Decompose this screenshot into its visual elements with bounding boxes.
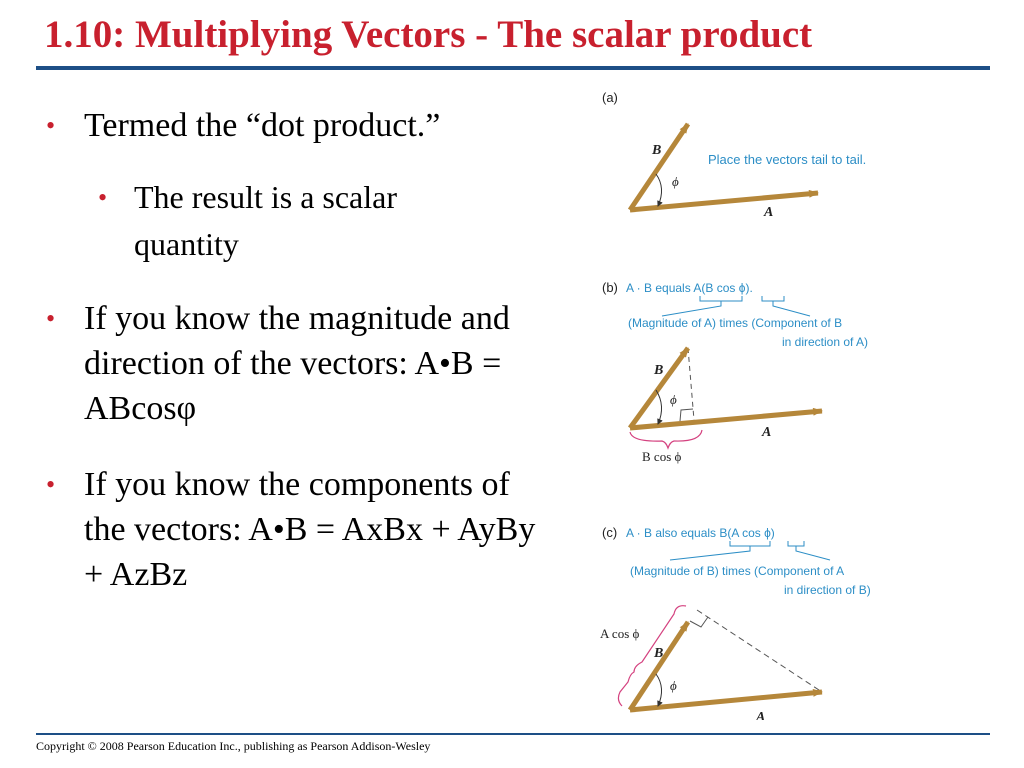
angle-phi-label: ϕ bbox=[670, 678, 677, 693]
title-rule bbox=[36, 66, 990, 70]
b-cos-phi-label: B cos ϕ bbox=[642, 449, 682, 464]
panel-c-note-right: in direction of B) bbox=[784, 583, 871, 597]
bullet-text: The result is a scalar quantity bbox=[134, 179, 397, 262]
vector-b-label: B bbox=[652, 143, 662, 158]
b-cos-phi-brace bbox=[630, 430, 702, 448]
right-angle-mark bbox=[680, 409, 693, 421]
tail-to-tail-note: Place the vectors tail to tail. bbox=[708, 152, 867, 167]
a-cos-phi-label: A cos ϕ bbox=[600, 626, 640, 641]
vector-a-label: A bbox=[762, 425, 772, 440]
bullet-marker: • bbox=[46, 111, 56, 140]
vector-a-arrow bbox=[630, 193, 818, 210]
bullet-marker: • bbox=[46, 304, 56, 333]
annotation-bracket bbox=[670, 541, 770, 560]
bullet-dot-product bbox=[46, 103, 554, 148]
bullet-marker: • bbox=[46, 470, 56, 499]
vector-b-label: B bbox=[654, 363, 664, 378]
copyright-footer: Copyright © 2008 Pearson Education Inc., publishing as Pearson Addison-Wesley bbox=[36, 739, 431, 753]
projection-line bbox=[697, 610, 822, 692]
vector-b-label: B bbox=[654, 646, 664, 661]
panel-b bbox=[602, 280, 868, 464]
annotation-bracket bbox=[788, 541, 830, 560]
angle-arc bbox=[656, 674, 662, 706]
panel-b-label: (b) bbox=[602, 280, 618, 295]
scalar-product-figure bbox=[590, 80, 920, 720]
bullet-magnitude-direction bbox=[46, 296, 554, 431]
angle-phi-label: ϕ bbox=[670, 392, 677, 407]
annotation-bracket bbox=[662, 296, 742, 316]
vector-a-label: A bbox=[764, 205, 774, 220]
slide-title: 1.10: Multiplying Vectors - The scalar product bbox=[44, 13, 813, 56]
vector-b-arrow bbox=[630, 348, 688, 428]
bullet-text: If you know the magnitude and direction of the vectors: A•B = ABcosφ bbox=[84, 300, 510, 427]
sub-bullet-scalar-result bbox=[98, 174, 494, 268]
vector-a-label: A bbox=[756, 710, 766, 720]
panel-c-label: (c) bbox=[602, 525, 618, 540]
panel-a bbox=[602, 90, 866, 220]
vector-a-arrow bbox=[630, 411, 822, 428]
panel-a-label: (a) bbox=[602, 90, 618, 105]
panel-c-note-left: (Magnitude of B) times (Component of A bbox=[630, 564, 845, 578]
bullet-text: If you know the components of the vectors: A•B = AxBx + AyBy + AzBz bbox=[84, 466, 536, 593]
bullet-components bbox=[46, 462, 554, 597]
bullet-marker: • bbox=[98, 183, 108, 212]
panel-c bbox=[600, 525, 871, 720]
panel-b-note-right: in direction of A) bbox=[782, 335, 869, 349]
bullet-text: Termed the “dot product.” bbox=[84, 107, 441, 144]
panel-b-note-left: (Magnitude of A) times (Component of B bbox=[628, 316, 843, 330]
vector-b-arrow bbox=[630, 124, 688, 210]
angle-arc bbox=[656, 174, 662, 206]
footer-rule bbox=[36, 733, 990, 735]
panel-b-equation: A · B equals A(B cos ϕ). bbox=[626, 281, 753, 295]
vector-a-arrow bbox=[630, 692, 822, 710]
annotation-bracket bbox=[762, 296, 810, 316]
angle-phi-label: ϕ bbox=[672, 174, 679, 189]
right-angle-mark bbox=[690, 617, 708, 627]
panel-c-equation: A · B also equals B(A cos ϕ) bbox=[626, 526, 775, 540]
